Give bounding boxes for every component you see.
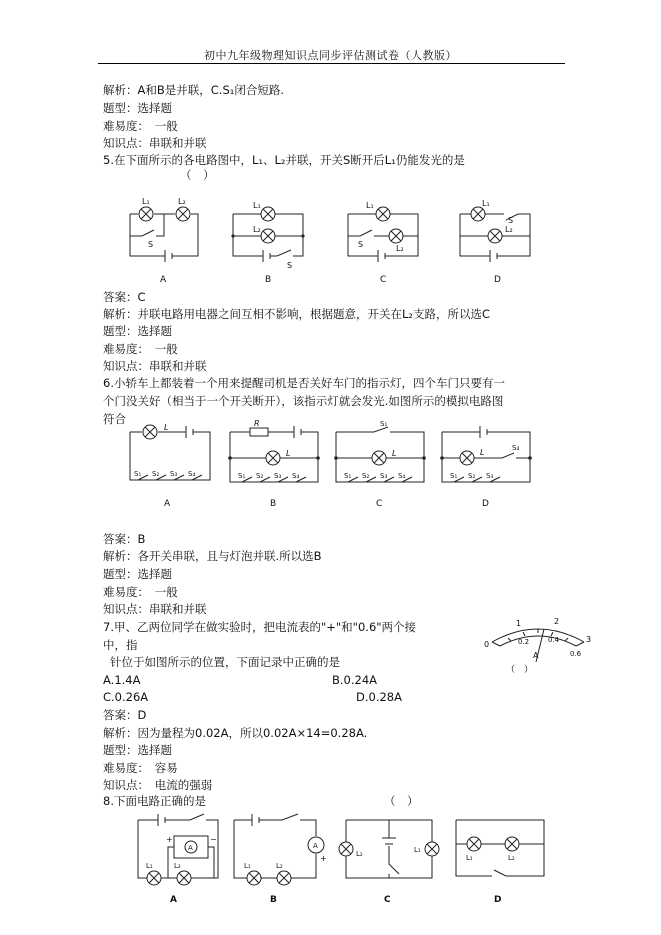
q7-question-line1: 7.甲、乙两位同学在做实验时，把电流表的"+"和"0.6"两个接	[103, 620, 417, 634]
q5-circuit-b	[231, 201, 304, 285]
svg-text:A: A	[188, 844, 193, 852]
q5-circuit-figures	[120, 192, 560, 291]
q8-circuit-d	[456, 820, 544, 905]
q8-bracket: （ ）	[384, 794, 419, 808]
q7-question-line3: 针位于如图所示的位置，下面记录中正确的是	[110, 655, 340, 669]
q7-option-c: C.0.26A	[103, 690, 149, 704]
svg-text:S: S	[148, 240, 154, 249]
svg-text:L₁: L₁	[253, 201, 261, 210]
svg-text:0.2: 0.2	[518, 638, 530, 646]
svg-text:0.4: 0.4	[548, 636, 560, 644]
svg-text:A: A	[164, 499, 171, 509]
svg-text:L₁: L₁	[466, 854, 473, 862]
q5-knowledge: 知识点：串联和并联	[103, 359, 207, 373]
svg-text:A: A	[533, 651, 539, 660]
q6-question-line3: 符合	[103, 412, 126, 426]
svg-text:S: S	[358, 240, 364, 249]
svg-text:0: 0	[484, 640, 490, 649]
svg-text:L₁: L₁	[244, 862, 251, 870]
svg-text:L₂: L₂	[396, 244, 404, 253]
q6-type: 题型：选择题	[103, 567, 172, 581]
svg-text:S₂: S₂	[256, 472, 264, 480]
svg-text:0.6: 0.6	[570, 650, 582, 658]
svg-text:L₂: L₂	[174, 862, 181, 870]
q8-question: 8.下面电路正确的是	[103, 794, 206, 808]
q7-answer: 答案：D	[103, 708, 147, 722]
q6-circuit-d	[440, 426, 532, 509]
svg-text:S₃: S₃	[274, 472, 282, 480]
q6-circuit-b	[228, 419, 320, 509]
q7-option-b: B.0.24A	[332, 673, 378, 687]
q6-knowledge: 知识点：串联和并联	[103, 602, 207, 616]
svg-text:A: A	[160, 275, 167, 285]
q6-circuit-c	[334, 420, 426, 509]
q7-question-line2: 中，指	[103, 638, 138, 652]
q5-circuit-a	[130, 197, 198, 285]
q8-circuit-figures	[130, 808, 560, 912]
q7-analysis: 解析：因为量程为0.02A，所以0.02A×14=0.28A.	[103, 726, 368, 740]
svg-text:L: L	[286, 449, 291, 458]
svg-text:S₄: S₄	[292, 472, 300, 480]
svg-text:S₄: S₄	[398, 472, 406, 480]
svg-text:B: B	[270, 895, 277, 905]
svg-text:S: S	[508, 216, 514, 225]
q6-difficulty: 难易度： 一般	[103, 585, 178, 599]
svg-text:C: C	[376, 499, 383, 509]
q7-type: 题型：选择题	[103, 743, 172, 757]
q5-bracket: （ ）	[180, 168, 215, 182]
svg-text:L₁: L₁	[482, 199, 490, 208]
q6-question-line1: 6.小轿车上都装着一个用来提醒司机是否关好车门的指示灯，四个车门只要有一	[103, 376, 505, 390]
q4-difficulty: 难易度： 一般	[103, 119, 178, 133]
q6-analysis: 解析：各开关串联，且与灯泡并联.所以选B	[103, 549, 322, 563]
svg-text:L₂: L₂	[253, 225, 261, 234]
svg-text:S₃: S₃	[486, 472, 494, 480]
q5-question: 5.在下面所示的各电路图中，L₁、L₂并联，开关S断开后L₁仍能发光的是	[103, 153, 465, 167]
svg-text:L: L	[392, 449, 397, 458]
svg-text:S₁: S₁	[344, 472, 352, 480]
svg-text:C: C	[380, 275, 387, 285]
svg-text:+: +	[320, 854, 327, 863]
q7-option-d: D.0.28A	[356, 690, 402, 704]
svg-text:S₂: S₂	[362, 472, 370, 480]
svg-text:B: B	[270, 499, 277, 509]
q5-difficulty: 难易度： 一般	[103, 342, 178, 356]
svg-text:S₁: S₁	[450, 472, 458, 480]
header-divider	[98, 63, 565, 64]
svg-text:S₄: S₄	[188, 470, 196, 478]
svg-text:L₂: L₂	[508, 854, 515, 862]
q5-circuit-c	[348, 201, 418, 285]
svg-text:L₁: L₁	[366, 201, 374, 210]
svg-text:R: R	[254, 419, 260, 428]
svg-text:A: A	[313, 842, 318, 850]
svg-text:S₂: S₂	[152, 470, 160, 478]
q4-type: 题型：选择题	[103, 101, 172, 115]
svg-text:L₁: L₁	[146, 862, 153, 870]
svg-text:S₁: S₁	[238, 472, 246, 480]
svg-text:L: L	[164, 423, 169, 432]
q7-option-a: A.1.4A	[103, 673, 141, 687]
svg-text:3: 3	[586, 635, 592, 644]
q8-circuit-c	[339, 820, 439, 905]
q6-circuit-a	[130, 423, 210, 509]
q5-type: 题型：选择题	[103, 324, 172, 338]
svg-text:S₂: S₂	[468, 472, 476, 480]
svg-text:2: 2	[554, 617, 560, 626]
page-header: 初中九年级物理知识点同步评估测试卷（人教版）	[204, 49, 457, 62]
q7-knowledge: 知识点： 电流的强弱	[103, 778, 213, 792]
q4-knowledge: 知识点：串联和并联	[103, 136, 207, 150]
svg-text:L: L	[480, 448, 485, 457]
svg-text:S₃: S₃	[380, 472, 388, 480]
q5-analysis: 解析：并联电路用电器之间互相不影响，根据题意，开关在L₂支路，所以选C	[103, 307, 491, 321]
q5-answer: 答案：C	[103, 290, 146, 304]
svg-text:S₁: S₁	[380, 420, 388, 428]
svg-text:S₁: S₁	[134, 470, 142, 478]
svg-text:L₁: L₁	[142, 197, 150, 206]
svg-text:D: D	[494, 275, 501, 285]
q8-circuit-b	[234, 814, 327, 905]
q7-ammeter-dial	[478, 612, 598, 678]
q6-circuit-figures	[122, 418, 542, 520]
svg-text:+: +	[166, 835, 173, 844]
svg-text:L₂: L₂	[276, 862, 283, 870]
svg-text:L₁: L₁	[414, 846, 421, 854]
q5-circuit-d	[460, 199, 530, 285]
svg-text:S₄: S₄	[512, 444, 520, 452]
svg-text:L₂: L₂	[178, 197, 186, 206]
svg-text:S: S	[287, 261, 293, 270]
q8-circuit-a	[138, 814, 218, 905]
svg-text:S₃: S₃	[170, 470, 178, 478]
svg-text:L₂: L₂	[505, 225, 513, 234]
svg-text:B: B	[265, 275, 272, 285]
svg-text:D: D	[494, 895, 502, 905]
svg-text:−: −	[210, 835, 217, 844]
q4-analysis: 解析：A和B是并联，C.S₁闭合短路.	[103, 83, 285, 97]
svg-text:1: 1	[516, 619, 522, 628]
svg-text:（ ）: （ ）	[506, 665, 534, 675]
svg-text:A: A	[170, 895, 177, 905]
q6-question-line2: 个门没关好（相当于一个开关断开），该指示灯就会发光.如图所示的模拟电路图	[103, 394, 504, 408]
svg-text:L₂: L₂	[356, 850, 363, 858]
q6-answer: 答案：B	[103, 532, 146, 546]
svg-text:C: C	[384, 895, 391, 905]
svg-text:D: D	[482, 499, 489, 509]
q7-difficulty: 难易度： 容易	[103, 761, 178, 775]
